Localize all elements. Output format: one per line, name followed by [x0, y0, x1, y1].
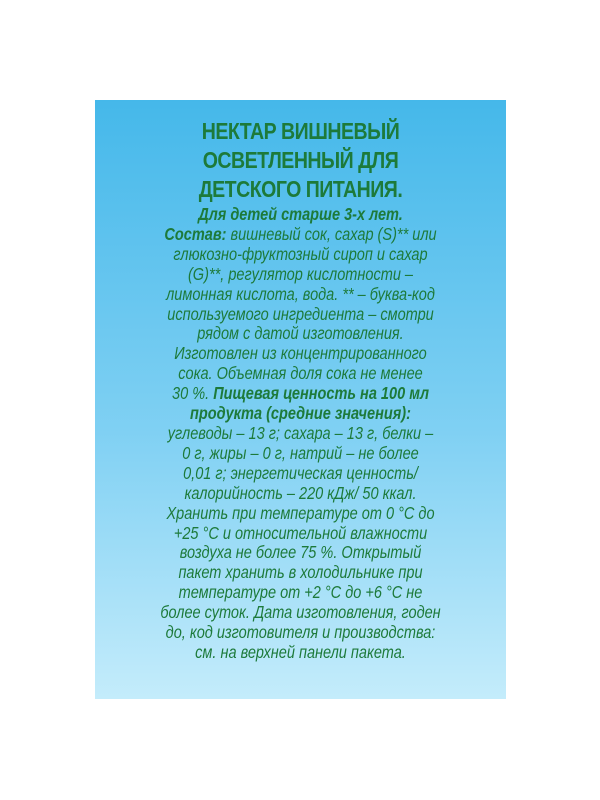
storage-line: температуре от +2 °С до +6 °С не: [178, 582, 423, 603]
composition-line: лимонная кислота, вода. ** – буква-код: [166, 283, 435, 304]
age-note: Для детей старше 3-х лет.: [198, 204, 403, 224]
composition-line: Изготовлен из концентрированного: [174, 343, 427, 364]
storage-line: +25 °С и относительной влажности: [173, 522, 428, 543]
storage-line: пакет хранить в холодильнике при: [178, 562, 423, 583]
composition-line: сока. Объемная доля сока не менее: [178, 363, 423, 384]
nutrition-heading: Пищевая ценность на 100 мл: [209, 383, 429, 404]
label-panel: [95, 100, 506, 699]
composition-line: (G)**, регулятор кислотности –: [187, 263, 414, 284]
storage-line: до, код изготовителя и производства:: [165, 622, 436, 643]
title-line: ОСВЕТЛЕННЫЙ ДЛЯ: [202, 147, 399, 173]
composition-line: рядом с датой изготовления.: [197, 323, 404, 344]
nutrition-line: углеводы – 13 г; сахара – 13 г, белки –: [167, 422, 434, 443]
composition-line: [130, 225, 471, 245]
title-line: ДЕТСКОГО ПИТАНИЯ.: [198, 176, 403, 202]
title-line: НЕКТАР ВИШНЕВЫЙ: [201, 118, 400, 144]
label-text: [130, 205, 471, 663]
composition-line: используемого ингредиента – смотри: [167, 303, 434, 324]
composition-line: глюкозно-фруктозный сироп и сахар: [173, 243, 428, 264]
storage-line: см. на верхней панели пакета.: [195, 641, 406, 662]
nutrition-heading-line: [130, 384, 471, 404]
storage-line: более суток. Дата изготовления, годен: [160, 602, 441, 623]
composition-text: вишневый сок, сахар (S)** или: [226, 223, 437, 244]
product-title: [126, 117, 475, 204]
storage-line: Хранить при температуре от 0 °С до: [166, 502, 435, 523]
nutrition-line: 0 г, жиры – 0 г, натрий – не более: [182, 442, 419, 463]
composition-label: Состав:: [164, 223, 227, 244]
storage-line: воздуха не более 75 %. Открытый: [179, 542, 422, 563]
nutrition-line: калорийность – 220 кДж/ 50 ккал.: [184, 482, 417, 503]
nutrition-heading: продукта (средние значения):: [190, 403, 411, 424]
juice-share: 30 %.: [172, 383, 210, 404]
nutrition-line: 0,01 г; энергетическая ценность/: [183, 462, 418, 483]
